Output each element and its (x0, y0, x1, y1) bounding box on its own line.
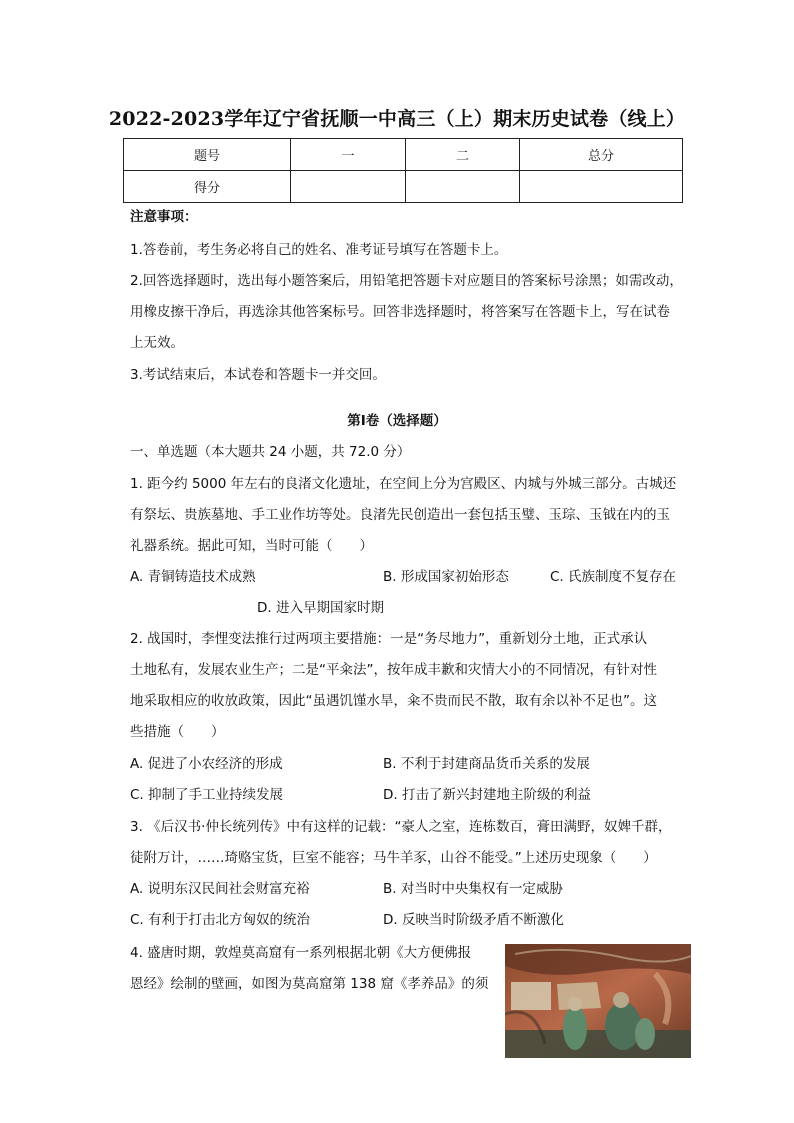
question-3-line: 3. 《后汉书·仲长统列传》中有这样的记载：“豪人之室，连栋数百，膏田满野，奴婢千群， (130, 819, 672, 835)
score-header-cell: 总分 (520, 139, 683, 171)
score-row-label: 得分 (124, 171, 291, 203)
score-table-header-row (124, 139, 683, 171)
question-2-option-c: C. 抑制了手工业持续发展 (130, 787, 284, 803)
question-1-option-d: D. 进入早期国家时期 (257, 600, 384, 616)
notice-item: 1.答卷前，考生务必将自己的姓名、准考证号填写在答题卡上。 (130, 242, 508, 258)
notice-item: 3.考试结束后，本试卷和答题卡一并交回。 (130, 367, 386, 383)
score-header-cell: 题号 (124, 139, 291, 171)
mural-photo (505, 944, 691, 1058)
question-4-line: 4. 盛唐时期，敦煌莫高窟有一系列根据北朝《大方便佛报 (130, 945, 472, 961)
question-4-line: 恩经》绘制的壁画，如图为莫高窟第 138 窟《孝养品》的须 (130, 976, 489, 992)
score-header-cell: 二 (406, 139, 520, 171)
question-2-line: 些措施（ ） (130, 724, 225, 740)
question-3-option-b: B. 对当时中央集权有一定威胁 (383, 881, 563, 897)
notice-heading: 注意事项： (130, 209, 198, 225)
question-3-option-a: A. 说明东汉民间社会财富充裕 (130, 881, 310, 897)
part-title: 第Ⅰ卷（选择题） (347, 413, 447, 429)
question-2-line: 2. 战国时，李悝变法推行过两项主要措施：一是“务尽地力”，重新划分土地，正式承认 (130, 631, 648, 647)
question-2-option-d: D. 打击了新兴封建地主阶级的利益 (383, 787, 591, 803)
notice-item: 上无效。 (130, 335, 184, 351)
score-header-cell: 一 (291, 139, 406, 171)
question-2-line: 土地私有，发展农业生产；二是“平籴法”，按年成丰歉和灾情大小的不同情况，有针对性 (130, 662, 657, 678)
question-1-line: 有祭坛、贵族墓地、手工业作坊等处。良渚先民创造出一套包括玉璧、玉琮、玉钺在内的玉 (130, 507, 670, 523)
notice-item: 2.回答选择题时，选出每小题答案后，用铅笔把答题卡对应题目的答案标号涂黑；如需改动， (130, 273, 683, 289)
question-1-option-b: B. 形成国家初始形态 (383, 569, 509, 585)
mural-image-icon (505, 944, 691, 1058)
question-2-line: 地采取相应的收放政策，因此“虽遇饥馑水旱，籴不贵而民不散，取有余以补不足也”。这 (130, 693, 657, 709)
question-2-option-a: A. 促进了小农经济的形成 (130, 756, 283, 772)
exam-title: 2022-2023学年辽宁省抚顺一中高三（上）期末历史试卷（线上） (108, 108, 686, 130)
score-table (123, 138, 683, 203)
question-3-option-d: D. 反映当时阶级矛盾不断激化 (383, 912, 564, 928)
question-3-option-c: C. 有利于打击北方匈奴的统治 (130, 912, 311, 928)
score-cell (291, 171, 406, 203)
score-cell (406, 171, 520, 203)
question-3-line: 徒附万计，……琦赂宝货，巨室不能容；马牛羊豕，山谷不能受。”上述历史现象（ ） (130, 850, 657, 866)
notice-item: 用橡皮擦干净后，再选涂其他答案标号。回答非选择题时，将答案写在答题卡上，写在试卷 (130, 304, 670, 320)
question-1-line: 1. 距今约 5000 年左右的良渚文化遗址，在空间上分为宫殿区、内城与外城三部分。古城还 (130, 476, 677, 492)
question-1-option-a: A. 青铜铸造技术成熟 (130, 569, 256, 585)
question-1-option-c: C. 氏族制度不复存在 (550, 569, 677, 585)
question-1-line: 礼器系统。据此可知，当时可能（ ） (130, 538, 373, 554)
score-table-score-row (124, 171, 683, 203)
score-cell (520, 171, 683, 203)
section-heading: 一、单选题（本大题共 24 小题，共 72.0 分） (130, 444, 411, 460)
question-2-option-b: B. 不利于封建商品货币关系的发展 (383, 756, 590, 772)
